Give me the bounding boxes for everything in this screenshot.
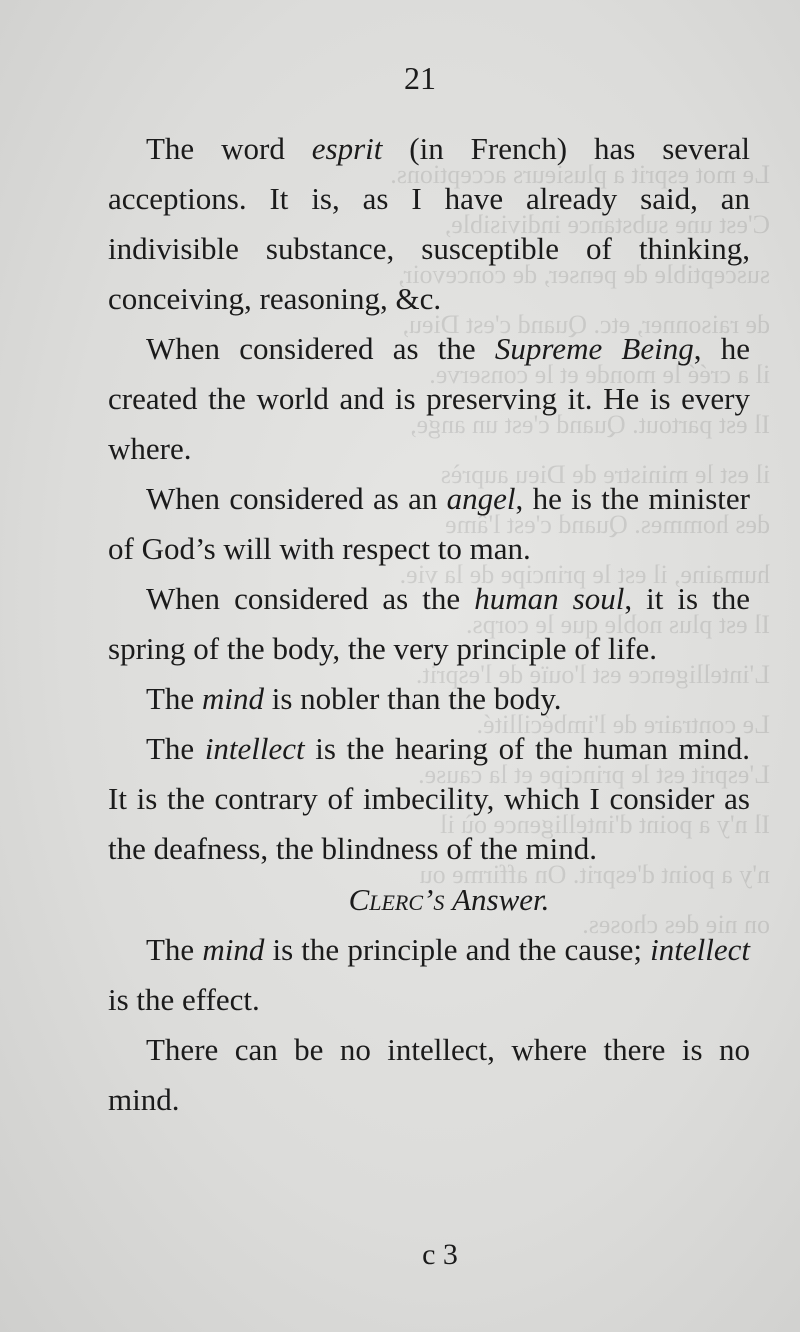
text-run: The bbox=[146, 932, 203, 967]
signature-mark: c 3 bbox=[422, 1238, 458, 1271]
answer-heading-rest: Answer. bbox=[452, 882, 550, 917]
text-run: , it is the spring of the body, the very principle of life. bbox=[108, 581, 750, 666]
main-text bbox=[108, 124, 750, 874]
text-run: When considered as the bbox=[146, 581, 475, 616]
text-run: , he created the world and is preserving it. He is every where. bbox=[108, 331, 750, 466]
text-run: , he is the minister of God’s will with respect to man. bbox=[108, 481, 750, 566]
italic-term: angel bbox=[446, 481, 516, 516]
paragraph bbox=[108, 474, 750, 574]
text-run: is the principle and the cause; bbox=[264, 932, 651, 967]
italic-term: human soul bbox=[474, 581, 625, 616]
page-body bbox=[108, 124, 750, 1125]
italic-term: Supreme Being bbox=[494, 331, 694, 366]
text-run: The word bbox=[146, 131, 312, 166]
italic-term: mind bbox=[201, 681, 264, 716]
text-run: When considered as the bbox=[146, 331, 495, 366]
text-run: is the effect. bbox=[108, 982, 260, 1017]
page-number: 21 bbox=[404, 60, 436, 96]
answer-heading-name: Clerc’s bbox=[348, 882, 445, 917]
text-run: The bbox=[146, 681, 202, 716]
text-run: The bbox=[146, 731, 205, 766]
paragraph bbox=[108, 1025, 750, 1125]
paragraph bbox=[108, 724, 750, 874]
answer-text bbox=[108, 925, 750, 1125]
italic-term: intellect bbox=[650, 932, 750, 967]
answer-heading bbox=[108, 875, 750, 925]
paragraph bbox=[108, 925, 750, 1025]
italic-term: intellect bbox=[204, 731, 305, 766]
italic-term: mind bbox=[202, 932, 265, 967]
paragraph bbox=[108, 674, 750, 724]
text-run: is nobler than the body. bbox=[263, 681, 562, 716]
paragraph bbox=[108, 124, 750, 324]
text-run: (in French) has several acceptions. It is, as I have already said, an indivisible substance, susceptible of thinking, conceiving, reasoning, &c. bbox=[108, 131, 750, 316]
text-run: When considered as an bbox=[146, 481, 447, 516]
paragraph bbox=[108, 324, 750, 474]
bleed-through-text: Le mot esprit a plusieurs acceptions. C'est une substance indivisible, susceptible de penser, de concevoir, de raisonner, etc. Quand c'est Dieu, il a créé le monde et le conserve. Il est partout. Quand c'est un ange, il est le ministre de Dieu auprès des hommes. Quand c'est l'âme humaine, il est le principe de la vie. Il est plus noble que le corps. L'intelligence est l'ouïe de l'esprit. Le contraire de l'imbécillité. L'esprit est le principe et la cause. Il n'y a point d'intelligence où il n'y a point d'esprit. On affirme ou on nie des choses. bbox=[390, 160, 770, 939]
text-run: is the hearing of the human mind. It is the contrary of imbecility, which I consider as the deafness, the blindness of the mind. bbox=[108, 731, 750, 866]
paragraph bbox=[108, 574, 750, 674]
text-run: There can be no intellect, where there is no mind. bbox=[108, 1032, 750, 1117]
italic-term: esprit bbox=[311, 131, 383, 166]
